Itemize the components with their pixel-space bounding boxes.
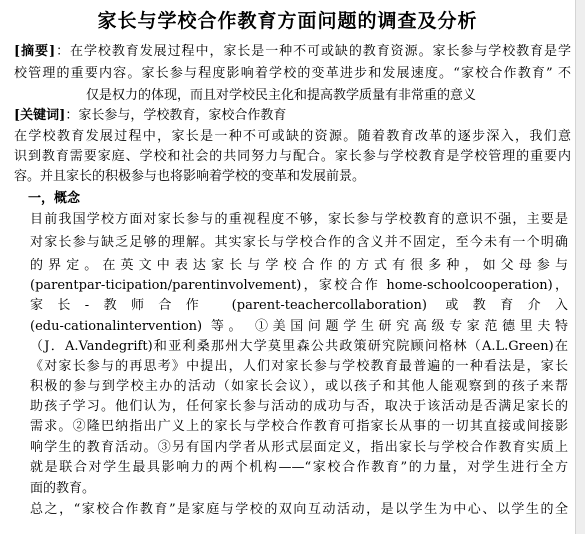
section-heading: 一，概念 (28, 191, 81, 206)
body-line-3: 的界定。在英文中表达家长与学校合作的方式有很多种，如父母参与 (30, 258, 568, 273)
body-line-6: (edu-cationalintervention) 等。 ①美国问题学生研究高级专家范德里夫特 (30, 319, 568, 334)
abstract-label: [摘要] (14, 44, 56, 59)
body-line-12: 响学生的教育活动。③另有国内学者从形式层面定义，指出家长与学校合作教育实质上 (30, 440, 568, 455)
keywords-text: ：家长参与，学校教育，家校合作教育 (65, 108, 287, 123)
abstract-line-1 (14, 43, 571, 60)
abstract-line-2: 校管理的重要内容。家长参与程度影响着学校的变革进步和发展速度。“家校合作教育” 不 (14, 66, 571, 81)
body-line-9: 积极的参与到学校主办的活动（如家长会议），或以孩子和其他人能观察到的孩子来帮 (30, 379, 568, 394)
body-line-5: 家长-教师合作 (parent-teachercollaboration) 或教育介入 (30, 298, 568, 313)
intro-line-1: 在学校教育发展过程中，家长是一种不可或缺的资源。随着教育改革的逐步深入，我们意 (14, 129, 571, 144)
vertical-scrollbar[interactable] (575, 0, 585, 534)
body-line-13: 就是联合对学生最具影响力的两个机构——“家校合作教育”的力量，对学生进行全方 (30, 460, 568, 475)
abstract-line-3: 仅是权力的体现，而且对学校民主化和提高教学质量有非常重的意义 (86, 88, 477, 103)
body-line-7: （J．A.Vandegrift)和亚利桑那州大学莫里森公共政策研究院顾问格林（A.L.Green)在 (30, 339, 568, 354)
intro-line-3: 容。并且家长的积极参与也将影响着学校的变革和发展前景。 (14, 169, 366, 184)
keywords-line (14, 107, 571, 124)
page-title: 家长与学校合作教育方面问题的调查及分析 (97, 10, 478, 32)
body-line-10: 助孩子学习。他们认为，任何家长参与活动的成功与否，取决于该活动是否满足家长的 (30, 399, 568, 414)
keywords-label: [关键词] (14, 108, 66, 123)
body-line-14: 面的教育。 (30, 481, 96, 496)
body-line-2: 对家长参与缺乏足够的理解。其实家长与学校合作的含义并不固定，至今未有一个明确 (30, 235, 568, 250)
body-line-1: 目前我国学校方面对家长参与的重视程度不够，家长参与学校教育的意识不强，主要是 (30, 212, 568, 227)
intro-line-2: 识到教育需要家庭、学校和社会的共同努力与配合。家长参与学校教育是学校管理的重要内 (14, 149, 571, 164)
body-line-11: 需求。②隆巴纳指出广义上的家长与学校合作教育可指家长从事的一切其直接或间接影 (30, 419, 568, 434)
abstract-text-1: ：在学校教育发展过程中，家长是一种不可或缺的教育资源。家长参与学校教育是学 (55, 44, 571, 59)
body-line-8: 《对家长参与的再思考》中提出，人们对家长参与学校教育最普遍的一种看法是，家长 (30, 359, 568, 374)
body-line-4: (parentpar-ticipation/parentinvolvement)，家校合作 home-schoolcooperation)， (30, 278, 568, 293)
body-line-15: 总之，“家校合作教育”是家庭与学校的双向互动活动，是以学生为中心、以学生的全 (30, 502, 568, 517)
